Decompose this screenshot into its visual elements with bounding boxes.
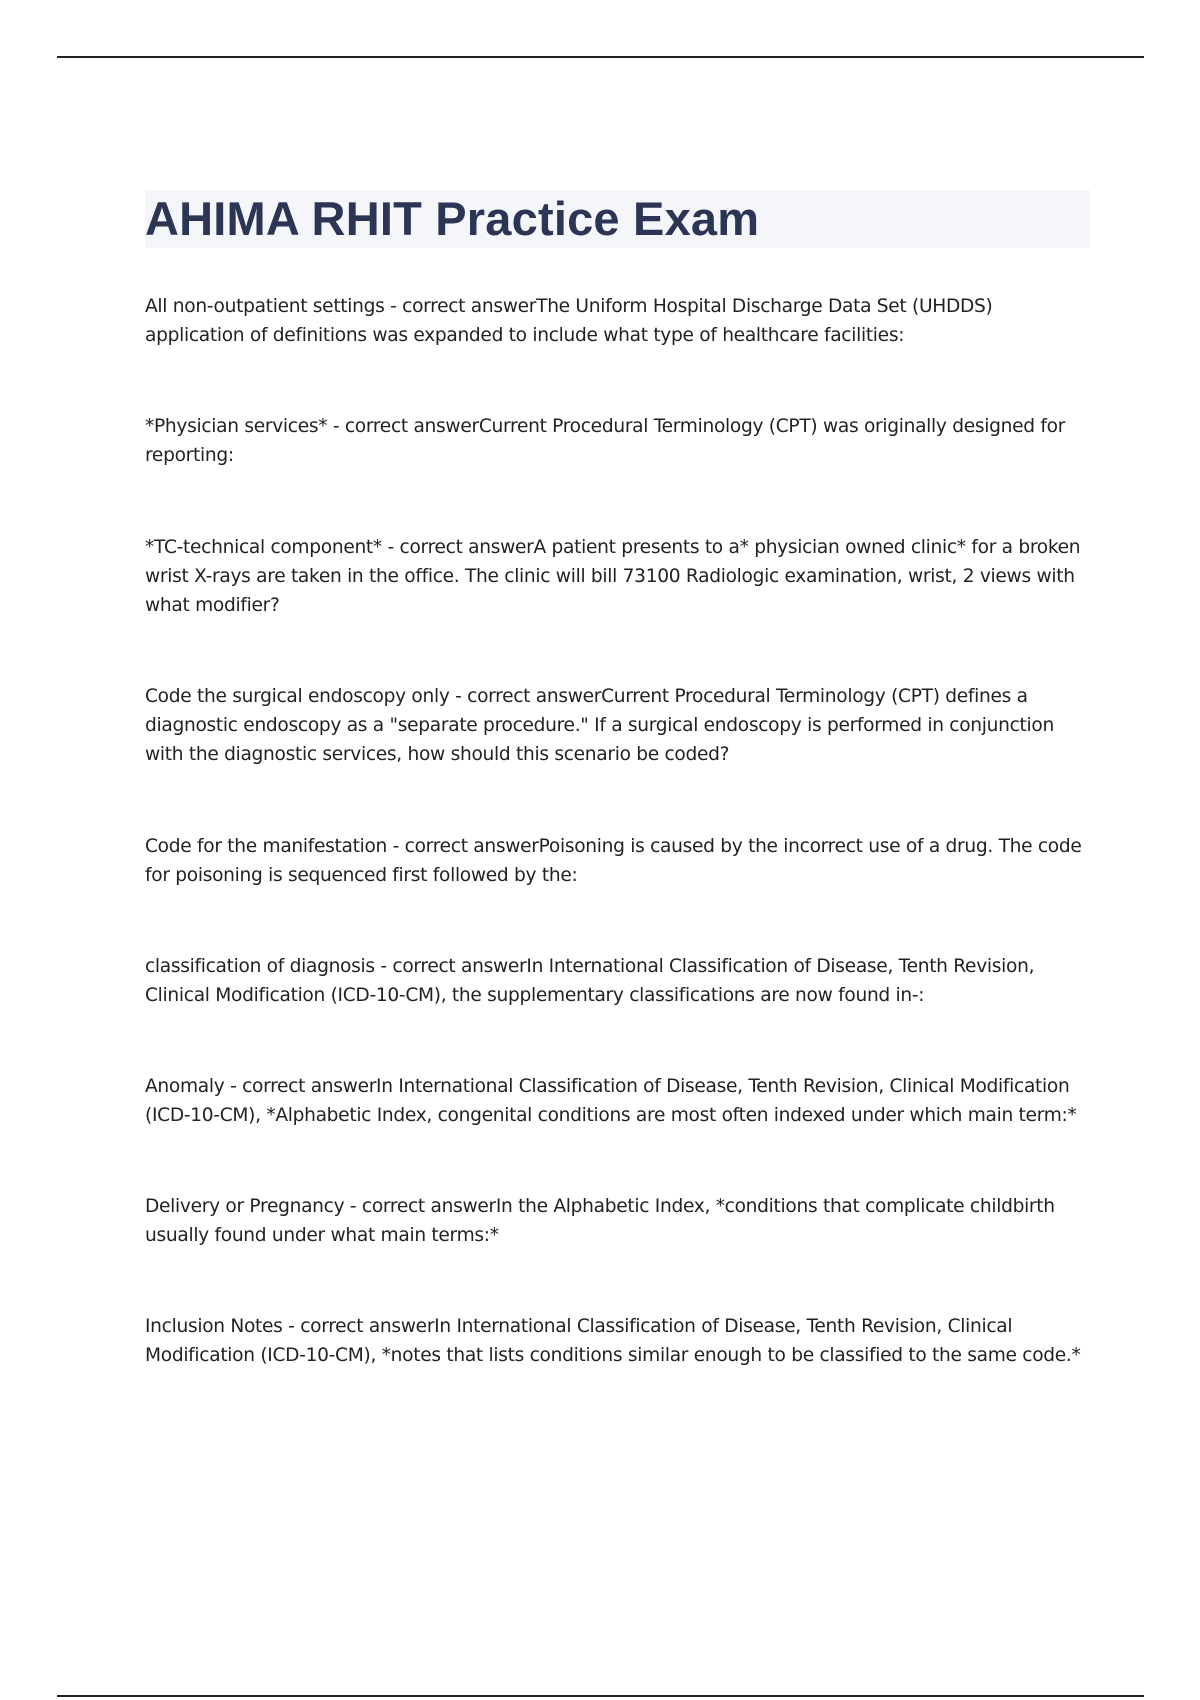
qa-item: Code for the manifestation - correct answerPoisoning is caused by the incorrect use of a drug. The code for poisoning is sequenced first followed by the: bbox=[145, 836, 1082, 886]
bottom-divider bbox=[57, 1695, 1144, 1697]
qa-item: *Physician services* - correct answerCurrent Procedural Terminology (CPT) was originally designed for reporting: bbox=[145, 416, 1066, 466]
document-title: AHIMA RHIT Practice Exam bbox=[145, 192, 760, 245]
qa-item: classification of diagnosis - correct answerIn International Classification of Disease, Tenth Revision, Clinical Modification (ICD-10-CM), the supplementary classifications are now found in-: bbox=[145, 956, 1035, 1006]
top-divider bbox=[57, 56, 1144, 58]
qa-item: Anomaly - correct answerIn International Classification of Disease, Tenth Revision, Clinical Modification (ICD-10-CM), *Alphabetic Index, congenital conditions are most often indexed under which main term:* bbox=[145, 1076, 1077, 1126]
qa-item: Inclusion Notes - correct answerIn International Classification of Disease, Tenth Revision, Clinical Modification (ICD-10-CM), *notes that lists conditions similar enough to be classified to the same code.* bbox=[145, 1316, 1081, 1366]
qa-item: Delivery or Pregnancy - correct answerIn the Alphabetic Index, *conditions that complicate childbirth usually found under what main terms:* bbox=[145, 1196, 1055, 1246]
qa-item: Code the surgical endoscopy only - correct answerCurrent Procedural Terminology (CPT) defines a diagnostic endoscopy as a "separate procedure." If a surgical endoscopy is performed in conjunction with the diagnostic services, how should this scenario be coded? bbox=[145, 686, 1054, 765]
qa-item: *TC-technical component* - correct answerA patient presents to a* physician owned clinic* for a broken wrist X-rays are taken in the office. The clinic will bill 73100 Radiologic examination, wrist, 2 views with what modifier? bbox=[145, 537, 1081, 616]
qa-item: All non-outpatient settings - correct answerThe Uniform Hospital Discharge Data Set (UHDDS) application of definitions was expanded to include what type of healthcare facilities: bbox=[145, 296, 993, 346]
